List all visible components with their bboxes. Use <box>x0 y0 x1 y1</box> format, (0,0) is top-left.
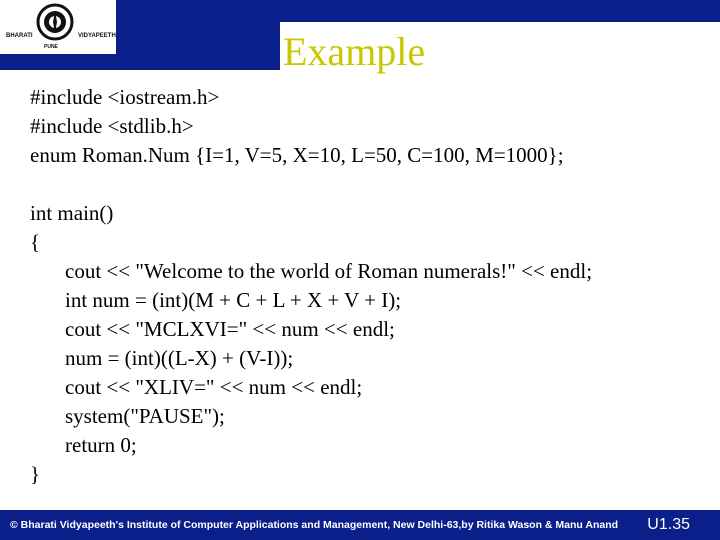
code-line: } <box>30 462 41 486</box>
footer-copyright: © Bharati Vidyapeeth's Institute of Computer Applications and Management, New Delhi-63,by Ritika Wason & Manu Anand <box>10 519 619 531</box>
page-number: U1.35 <box>647 516 690 533</box>
logo-left-text: BHARATI <box>6 33 33 39</box>
code-line: return 0; <box>65 433 137 457</box>
blank-line <box>30 170 710 199</box>
code-line: cout << "MCLXVI=" << num << endl; <box>65 317 395 341</box>
code-line: enum Roman.Num {I=1, V=5, X=10, L=50, C=100, M=1000}; <box>30 143 564 167</box>
logo-right-text: VIDYAPEETH <box>78 33 116 39</box>
logo-city-text: PUNE <box>44 44 58 50</box>
code-line: { <box>30 230 41 254</box>
code-line: #include <iostream.h> <box>30 85 220 109</box>
code-line: cout << "Welcome to the world of Roman numerals!" << endl; <box>65 259 593 283</box>
emblem-icon <box>36 3 74 41</box>
institute-logo <box>0 0 116 54</box>
code-line: system("PAUSE"); <box>65 404 225 428</box>
code-line: num = (int)((L-X) + (V-I)); <box>65 346 294 370</box>
code-block <box>30 83 710 489</box>
code-line: cout << "XLIV=" << num << endl; <box>65 375 363 399</box>
slide-title: Example <box>283 29 426 74</box>
code-line: int num = (int)(M + C + L + X + V + I); <box>65 288 402 312</box>
code-line: #include <stdlib.h> <box>30 114 194 138</box>
code-line: int main() <box>30 201 114 225</box>
